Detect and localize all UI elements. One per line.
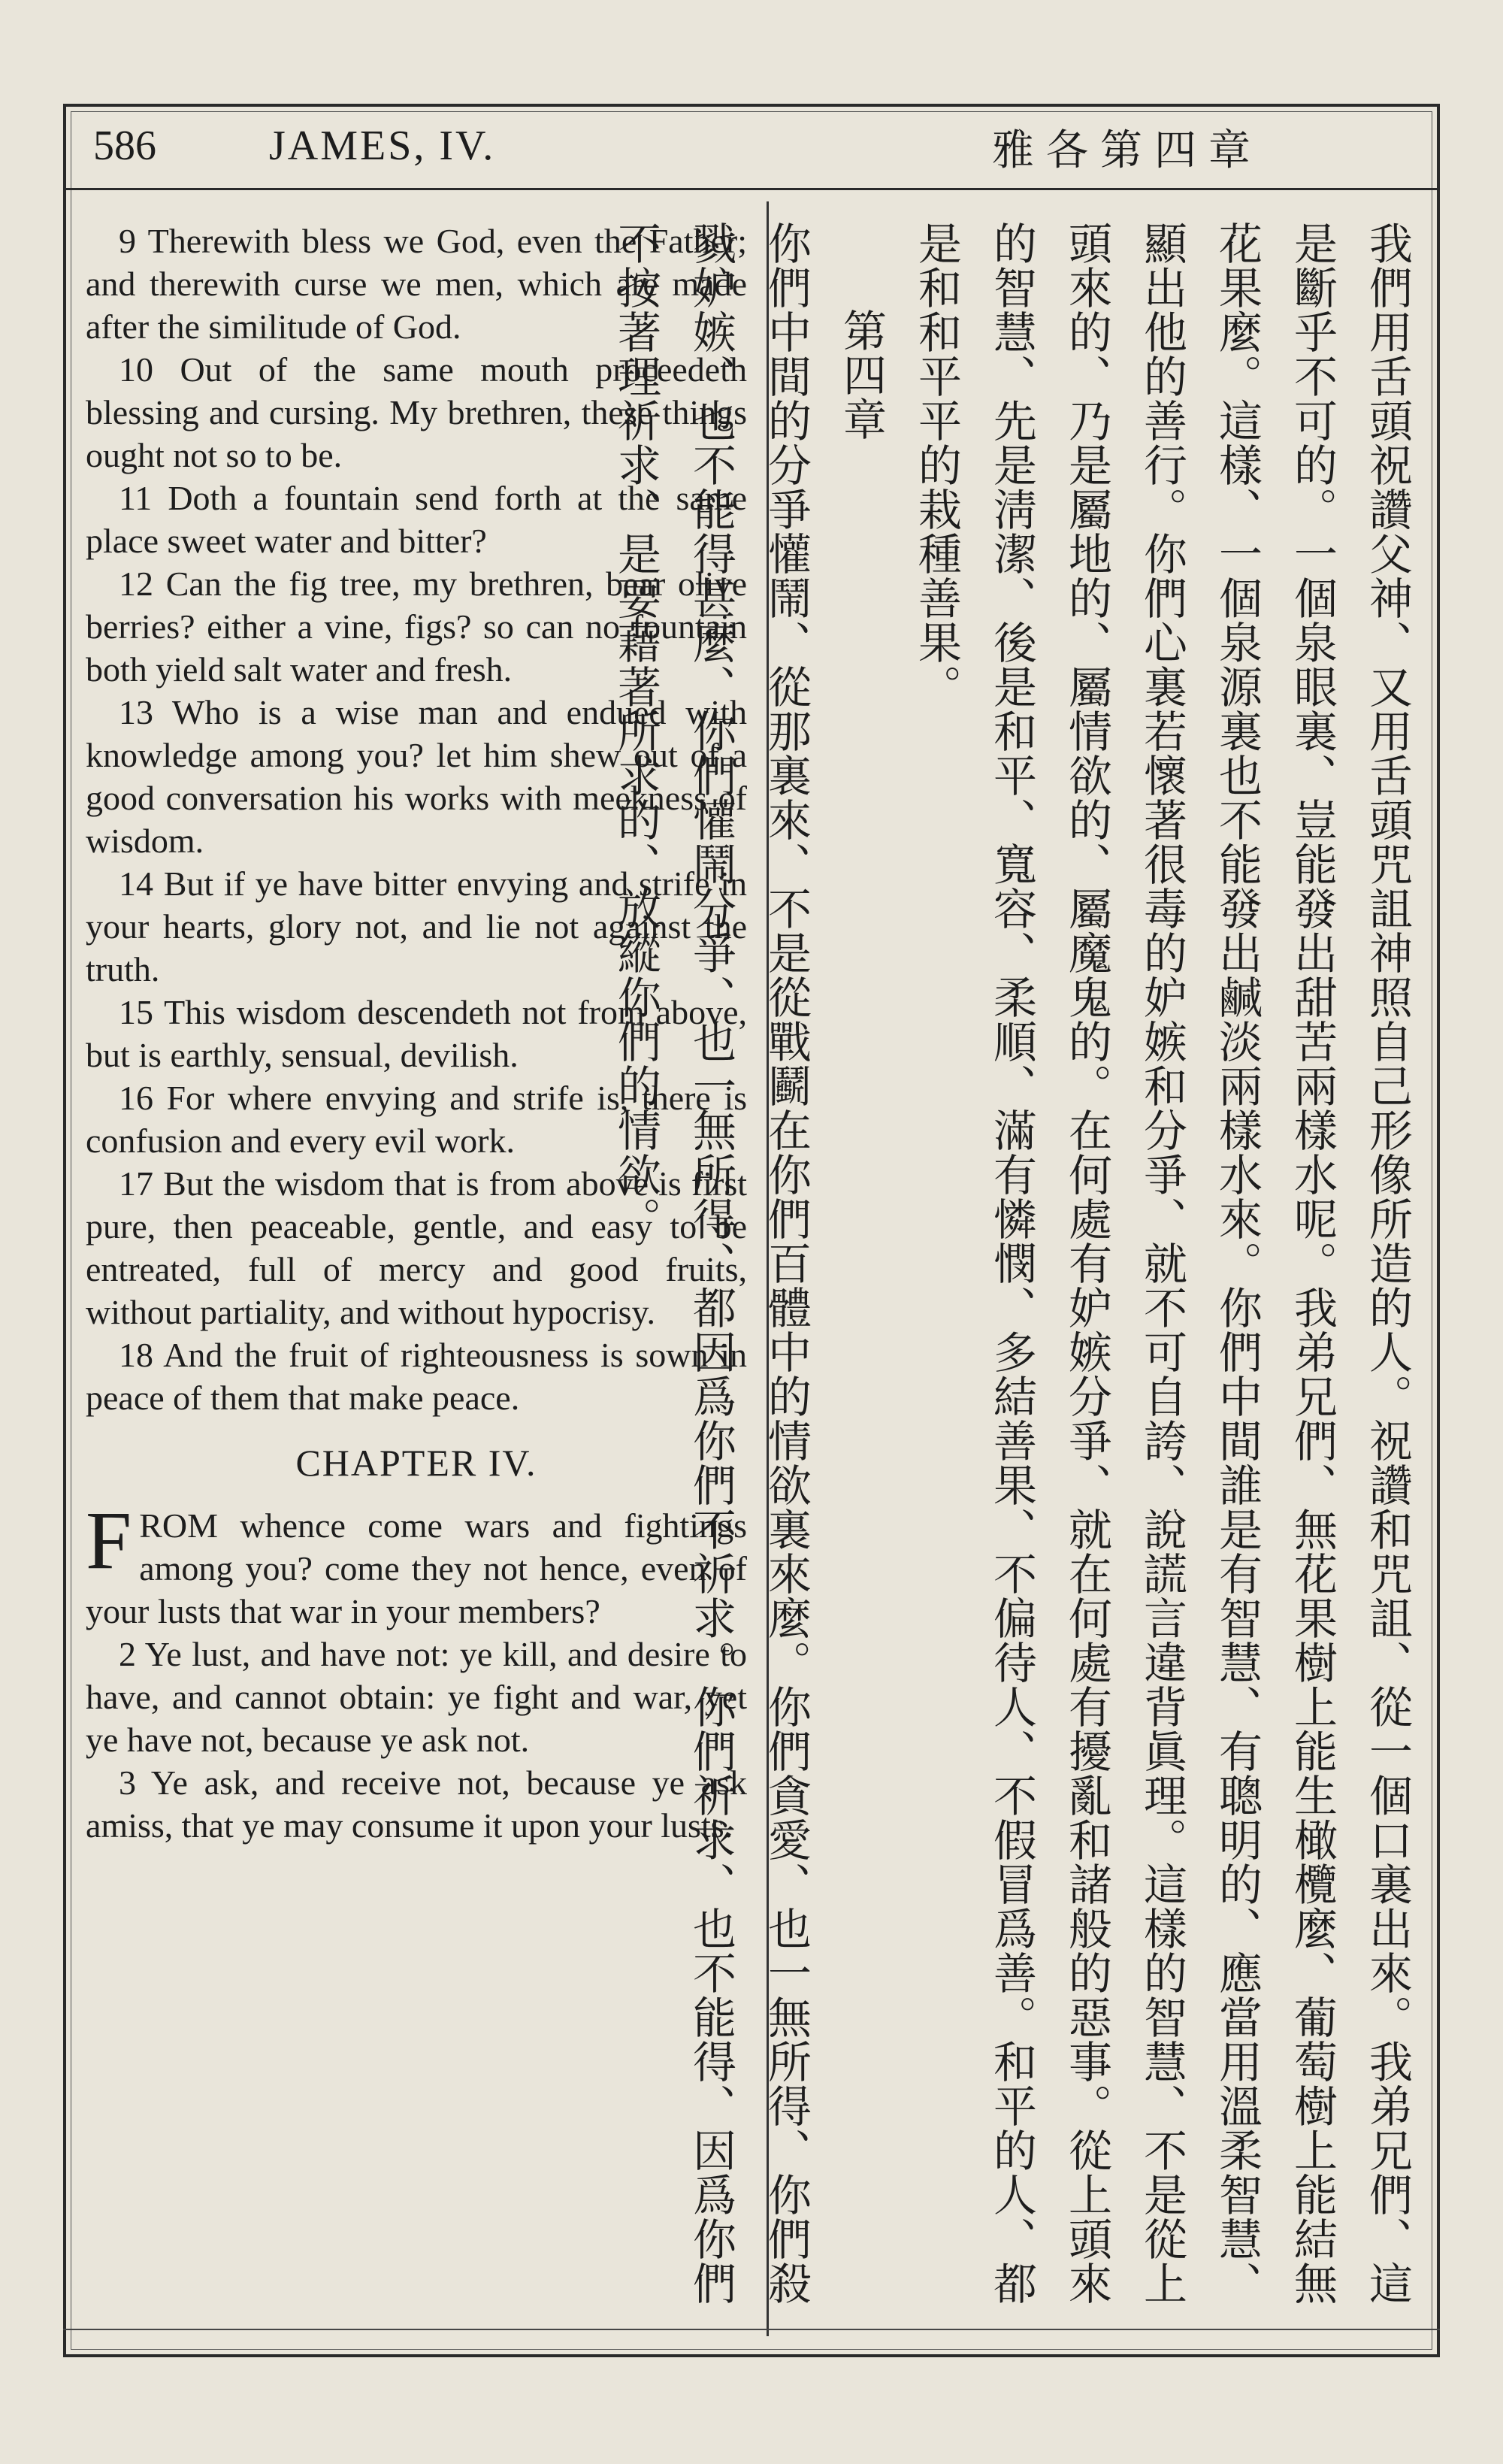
verse-14: 14 But if ye have bitter envying and strife in your hearts, glory not, and lie not against the truth. — [86, 864, 747, 988]
chapter-4-verse-1-text: ROM whence come wars and fightings among you? come they not hence, even of your lusts that war in your members? — [86, 1506, 747, 1630]
chapter-4-verse-3: 3 Ye ask, and receive not, because ye ask amiss, that ye may consume it upon your lusts. — [86, 1763, 747, 1845]
chinese-paragraph-1: 我們用舌頭祝讚父神、又用舌頭咒詛神照自己形像所造的人。祝讚和咒詛、從一個口裏出來。我弟兄們、這是斷乎不可的。一個泉眼裏、豈能發出甜苦兩樣水呢。我弟兄們、無花果樹上能生橄欖麼、葡萄樹上能結無花果麼。這樣、一個泉源裏也不能發出鹹淡兩樣水來。你們中間誰是有智慧、有聰明的、應當用溫柔智慧、顯出他的善行。你們心裏若懷著很毒的妒嫉和分爭、就不可自誇、說謊言違背眞理。這樣的智慧、不是從上頭來的、乃是屬地的、屬情欲的、屬魔鬼的。在何處有妒嫉分爭、就在何處有擾亂和諸般的惡事。從上頭來的智慧、先是淸潔、後是和平、寬容、柔順、滿有憐憫、多結善果、不偏待人、不假冒爲善。和平的人、都是和和平平的栽種善果。 — [911, 221, 1413, 2305]
verse-9: 9 Therewith bless we God, even the Father; and therewith curse we men, which are made after the similitude of God. — [86, 222, 747, 346]
chapter-title: CHAPTER IV. — [295, 1442, 537, 1484]
verse-11: 11 Doth a fountain send forth at the same place sweet water and bitter? — [86, 479, 747, 560]
verse-10: 10 Out of the same mouth proceedeth blessing and cursing. My brethren, these things ought not so to be. — [86, 350, 747, 474]
verse-13: 13 Who is a wise man and endued with knowledge among you? let him shew out of a good conversation his works with meekness of wisdom. — [86, 693, 747, 860]
verse-18: 18 And the fruit of righteousness is sown in peace of them that make peace. — [86, 1336, 747, 1417]
footer-rule — [63, 2329, 1440, 2330]
verse-17: 17 But the wisdom that is from above is first pure, then peaceable, gentle, and easy to be entreated, full of mercy and good fruits, without partiality, and without hypocrisy. — [86, 1164, 747, 1331]
verse-16: 16 For where envying and strife is, there is confusion and every evil work. — [86, 1079, 747, 1160]
chinese-chapter-heading: 第四章 — [836, 308, 887, 441]
page-frame — [63, 104, 1440, 2357]
chapter-4-verse-2: 2 Ye lust, and have not: ye kill, and desire to have, and cannot obtain: ye fight and war, yet ye have not, because ye ask not. — [86, 1635, 747, 1759]
verse-15: 15 This wisdom descendeth not from above, but is earthly, sensual, devilish. — [86, 993, 747, 1074]
running-head: JAMES, IV. — [269, 123, 496, 169]
chinese-paragraph-2: 你們中間的分爭懽鬧、從那裏來、不是從戰鬬在你們百體中的情欲裏來麼。你們貪愛、也一無所得、你們殺戮妒嫉、也不能得甚麼、你們懽鬧分爭、也一無所得、都因爲你們不祈求。你們祈求、也不能得、因爲你們不按著理祈求、是要藉著所求的、放縱你們的情欲。 — [610, 221, 812, 2305]
page-header — [66, 107, 1437, 190]
drop-cap: F — [86, 1494, 132, 1586]
verse-12: 12 Can the fig tree, my brethren, bear olive berries? either a vine, figs? so can no fountain both yield salt water and fresh. — [86, 565, 747, 689]
chinese-column — [610, 221, 1425, 2333]
chinese-running-head: 雅各第四章 — [992, 126, 1263, 175]
page-number: 586 — [93, 123, 156, 169]
